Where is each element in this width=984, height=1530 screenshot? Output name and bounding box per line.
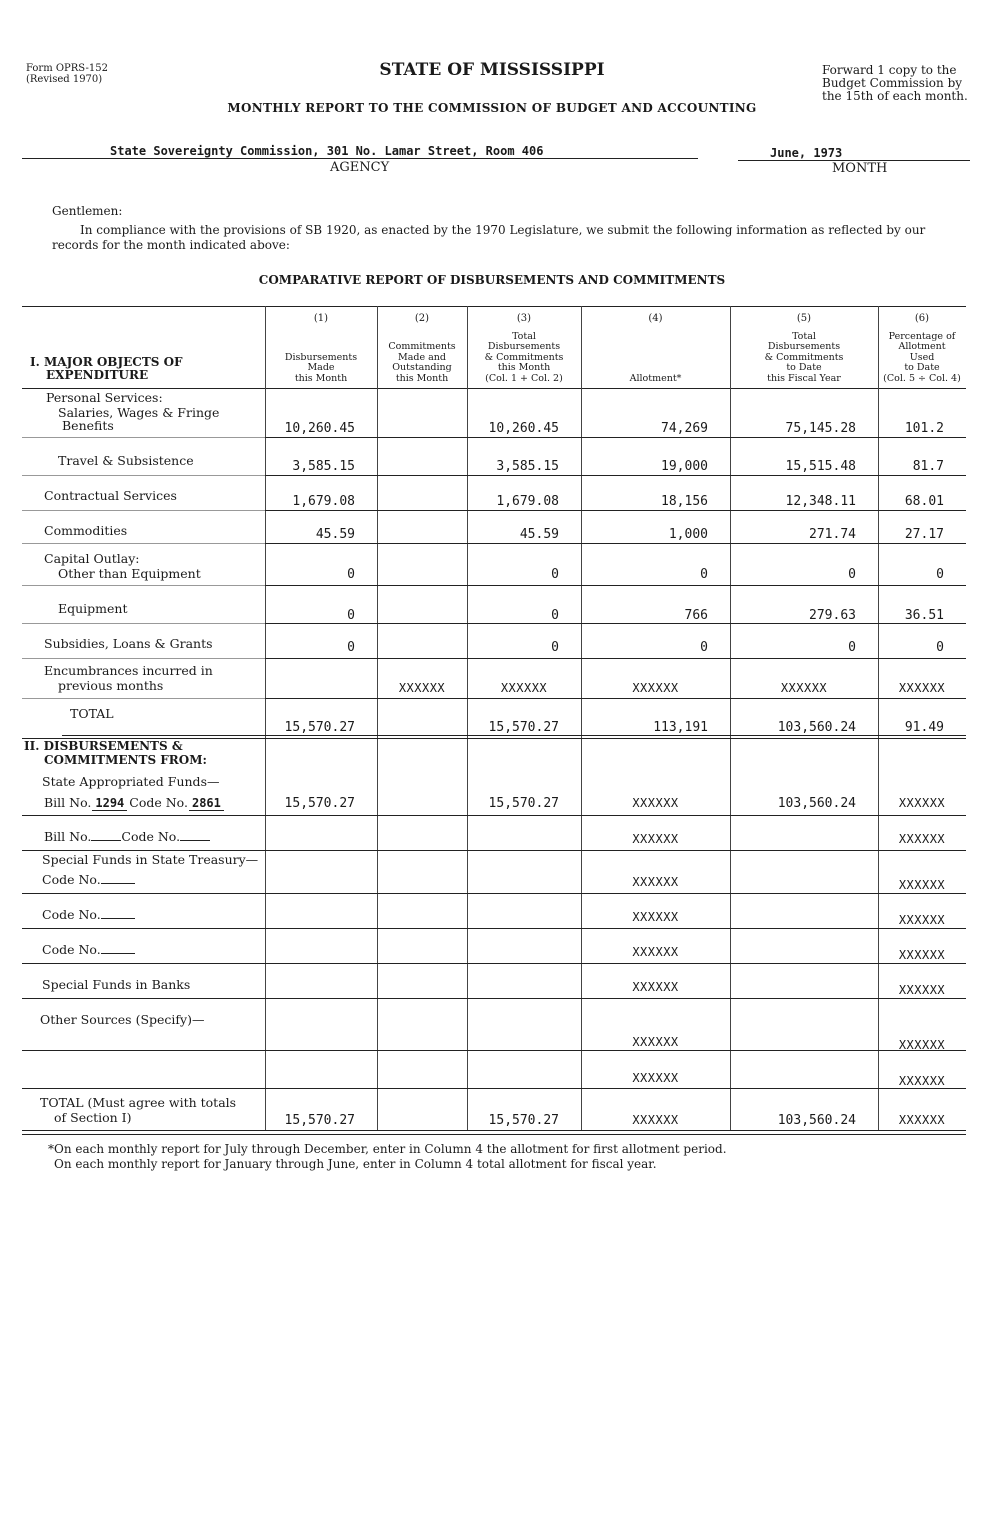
column-header-line: (Col. 5 ÷ Col. 4): [883, 372, 961, 384]
special-banks-label: Special Funds in Banks: [42, 977, 191, 992]
table-top-rule: [22, 306, 966, 307]
cell-value: XXXXXX: [898, 1074, 946, 1088]
label-rule: [22, 698, 265, 699]
cell-value: 74,269: [661, 421, 708, 436]
bill-word: Bill No.: [44, 829, 92, 844]
row-rule: [265, 698, 966, 699]
row-label: Benefits: [62, 418, 114, 433]
cell-value: XXXXXX: [898, 796, 946, 810]
cell-value: 0: [551, 640, 559, 655]
column-header-line: Total: [512, 330, 536, 342]
cell-value: 0: [936, 567, 944, 582]
bill-no: 1294: [92, 796, 127, 811]
section-2-title: COMMITMENTS FROM:: [44, 753, 207, 767]
bill-line-blank: [44, 829, 210, 844]
month-value: June, 1973: [770, 146, 843, 160]
cell-value: 0: [700, 567, 708, 582]
form-number: Form OPRS-152: [26, 63, 108, 74]
column-header-line: & Commitments: [764, 351, 844, 363]
code-word: Code No.: [42, 872, 101, 887]
special-treasury-label: Special Funds in State Treasury—: [42, 852, 259, 867]
report-subtitle: MONTHLY REPORT TO THE COMMISSION OF BUDGET AND ACCOUNTING: [227, 101, 757, 115]
cell-value: 15,570.27: [284, 720, 355, 735]
cell-value: XXXXXX: [898, 983, 946, 997]
row-label: Equipment: [58, 601, 128, 616]
column-header-line: this Month: [497, 362, 551, 373]
cell-value: XXXXXX: [398, 681, 446, 695]
label-rule: [22, 658, 265, 659]
blank-fill-line: [101, 907, 135, 919]
letter-body: In compliance with the provisions of SB 1920, as enacted by the 1970 Legislature, we submit the following information as reflected by our records for the month indicated above:: [52, 223, 926, 252]
forward-note-line: Budget Commission by: [822, 76, 963, 90]
row-rule: [22, 815, 966, 816]
row-label: Other than Equipment: [58, 566, 201, 581]
cell-value: 0: [848, 567, 856, 582]
cell-value: 271.74: [809, 527, 856, 542]
cell-value: 0: [347, 567, 355, 582]
code-line: [42, 872, 135, 887]
row-rule: [22, 963, 966, 964]
forward-note-line: the 15th of each month.: [822, 89, 968, 103]
column-header-line: Used: [909, 351, 935, 363]
column-header-line: (Col. 1 + Col. 2): [485, 372, 563, 384]
column-header: [878, 332, 966, 385]
column-header: [581, 374, 730, 385]
column-header-line: this Month: [395, 372, 449, 384]
table-bottom-rule: [22, 1134, 966, 1135]
cell-value: 75,145.28: [785, 421, 856, 436]
cell-value: 103,560.24: [777, 720, 856, 735]
section-1-title: EXPENDITURE: [46, 368, 149, 382]
other-sources-label: Other Sources (Specify)—: [40, 1012, 205, 1027]
code-line: [42, 907, 135, 922]
total-label: TOTAL (Must agree with totals: [40, 1095, 237, 1110]
cell-value: XXXXXX: [898, 832, 946, 846]
cell-value: 1,679.08: [496, 494, 559, 509]
column-number: (3): [516, 313, 532, 324]
column-header-line: Allotment: [898, 341, 946, 352]
row-label: Commodities: [44, 523, 128, 538]
cell-value: 0: [347, 640, 355, 655]
agency-label: AGENCY: [330, 160, 390, 175]
row-rule: [265, 475, 966, 476]
column-header: [265, 353, 377, 385]
cell-value: 0: [347, 608, 355, 623]
column-header-line: Allotment*: [629, 372, 682, 384]
row-rule: [22, 1050, 966, 1051]
row-rule: [22, 1088, 966, 1089]
column-header-line: Made and: [398, 351, 446, 363]
code-word: Code No.: [42, 942, 101, 957]
column-header-line: to Date: [904, 362, 940, 373]
cell-value: 81.7: [912, 459, 944, 474]
footnote-1: *On each monthly report for July through December, enter in Column 4 the allotment for first allotment period.: [48, 1142, 727, 1156]
cell-value: 0: [700, 640, 708, 655]
cell-value: 15,515.48: [785, 459, 856, 474]
row-rule: [265, 585, 966, 586]
state-title: STATE OF MISSISSIPPI: [379, 60, 605, 80]
cell-value: 0: [551, 567, 559, 582]
row-rule: [22, 850, 966, 851]
cell-value: XXXXXX: [898, 1038, 946, 1052]
salutation: Gentlemen:: [52, 204, 123, 218]
column-header-line: this Month: [294, 372, 348, 384]
cell-value: 68.01: [904, 494, 944, 509]
cell-value: 18,156: [661, 494, 708, 509]
row-label: Encumbrances incurred in: [44, 663, 213, 678]
footnote-2: On each monthly report for January through June, enter in Column 4 total allotment for fiscal year.: [54, 1157, 657, 1171]
row-rule: [265, 510, 966, 511]
column-number: (6): [914, 313, 930, 324]
cell-value: XXXXXX: [632, 980, 679, 994]
cell-value: 0: [936, 640, 944, 655]
cell-value: 45.59: [315, 527, 355, 542]
agency-underline: [22, 158, 698, 159]
cell-value: XXXXXX: [898, 948, 946, 962]
column-header-line: Made: [307, 362, 335, 373]
cell-value: 3,585.15: [496, 459, 559, 474]
row-label: Subsidies, Loans & Grants: [44, 636, 213, 651]
cell-value: 15,570.27: [488, 1113, 559, 1128]
column-header-line: to Date: [786, 362, 822, 373]
blank-fill-line: [101, 872, 135, 884]
cell-value: XXXXXX: [632, 945, 679, 959]
label-rule: [22, 623, 265, 624]
cell-value: XXXXXX: [632, 796, 679, 810]
bill-word: Bill No.: [44, 795, 92, 810]
column-header-line: Total: [792, 330, 816, 342]
section-1-title: I. MAJOR OBJECTS OF: [30, 355, 183, 369]
header-bottom-rule: [22, 388, 966, 389]
cell-value: XXXXXX: [632, 681, 679, 695]
state-funds-label: State Appropriated Funds—: [42, 774, 220, 789]
row-label: Capital Outlay:: [44, 551, 140, 566]
blank-fill-line: [101, 942, 135, 954]
cell-value: XXXXXX: [898, 878, 946, 892]
form-revised: (Revised 1970): [26, 74, 103, 85]
row-label: Travel & Subsistence: [58, 453, 194, 468]
cell-value: 15,570.27: [488, 720, 559, 735]
cell-value: XXXXXX: [632, 875, 679, 889]
blank-fill-line: [180, 829, 210, 841]
code-word: Code No.: [121, 829, 181, 844]
column-header-line: Disbursements: [284, 351, 358, 363]
cell-value: XXXXXX: [898, 1113, 946, 1127]
row-rule: [22, 928, 966, 929]
blank-fill-line: [91, 829, 121, 841]
cell-value: 113,191: [653, 720, 708, 735]
cell-value: 103,560.24: [777, 796, 856, 811]
row-rule: [62, 735, 966, 736]
cell-value: 101.2: [904, 421, 944, 436]
column-number: (2): [414, 313, 430, 324]
cell-value: 19,000: [661, 459, 708, 474]
cell-value: 27.17: [904, 527, 944, 542]
cell-value: 1,679.08: [292, 494, 355, 509]
bill-line: [44, 795, 224, 811]
cell-value: 12,348.11: [785, 494, 856, 509]
cell-value: 45.59: [519, 527, 559, 542]
cell-value: XXXXXX: [500, 681, 548, 695]
row-rule: [265, 543, 966, 544]
column-number: (1): [313, 313, 329, 324]
cell-value: 15,570.27: [488, 796, 559, 811]
cell-value: 10,260.45: [488, 421, 559, 436]
column-header-line: Commitments: [388, 341, 456, 352]
row-label: previous months: [58, 678, 164, 693]
label-rule: [22, 543, 265, 544]
column-header-line: this Fiscal Year: [767, 372, 841, 384]
cell-value: XXXXXX: [632, 1071, 679, 1085]
column-header: [730, 332, 878, 385]
row-label: Salaries, Wages & Fringe: [58, 405, 220, 420]
cell-value: 103,560.24: [777, 1113, 856, 1128]
label-rule: [22, 475, 265, 476]
cell-value: XXXXXX: [632, 910, 679, 924]
cell-value: 0: [848, 640, 856, 655]
row-rule: [265, 437, 966, 438]
cell-value: XXXXXX: [632, 1035, 679, 1049]
cell-value: XXXXXX: [632, 832, 679, 846]
row-rule: [22, 998, 966, 999]
column-header-line: Disbursements: [487, 341, 561, 352]
agency-value: State Sovereignty Commission, 301 No. Lamar Street, Room 406: [110, 144, 544, 158]
cell-value: 3,585.15: [292, 459, 355, 474]
column-header: [467, 332, 581, 385]
code-word: Code No.: [42, 907, 101, 922]
cell-value: 10,260.45: [284, 421, 355, 436]
cell-value: XXXXXX: [898, 681, 946, 695]
cell-value: 279.63: [809, 608, 856, 623]
column-header-line: Disbursements: [767, 341, 841, 352]
cell-value: 36.51: [904, 608, 944, 623]
forward-note: [822, 64, 982, 103]
row-label: TOTAL: [70, 706, 114, 721]
cell-value: 766: [684, 608, 708, 623]
section-2-title: II. DISBURSEMENTS &: [24, 739, 183, 753]
cell-value: 1,000: [668, 527, 708, 542]
row-rule: [22, 893, 966, 894]
row-label: Personal Services:: [46, 390, 163, 405]
cell-value: 15,570.27: [284, 796, 355, 811]
code-no: 2861: [189, 796, 224, 811]
column-divider: [377, 306, 378, 1130]
cell-value: 91.49: [904, 720, 944, 735]
column-header-line: Outstanding: [392, 362, 452, 373]
total-label: of Section I): [54, 1110, 132, 1125]
column-header: [377, 342, 467, 384]
cell-value: XXXXXX: [632, 1113, 679, 1127]
column-number: (4): [648, 313, 663, 324]
forward-note-line: Forward 1 copy to the: [822, 63, 957, 77]
column-header-line: Percentage of: [888, 330, 956, 342]
row-label: Contractual Services: [44, 488, 177, 503]
label-rule: [22, 437, 265, 438]
row-rule: [265, 658, 966, 659]
cell-value: XXXXXX: [898, 913, 946, 927]
code-word: Code No.: [129, 795, 188, 810]
cell-value: 15,570.27: [284, 1113, 355, 1128]
row-rule: [265, 623, 966, 624]
table-bottom-rule: [22, 1130, 966, 1131]
label-rule: [22, 585, 265, 586]
column-header-line: & Commitments: [484, 351, 564, 363]
cell-value: 0: [551, 608, 559, 623]
month-label: MONTH: [832, 161, 888, 176]
code-line: [42, 942, 135, 957]
label-rule: [22, 510, 265, 511]
comparative-report-title: COMPARATIVE REPORT OF DISBURSEMENTS AND COMMITMENTS: [258, 273, 726, 287]
cell-value: XXXXXX: [780, 681, 828, 695]
column-number: (5): [796, 313, 812, 324]
